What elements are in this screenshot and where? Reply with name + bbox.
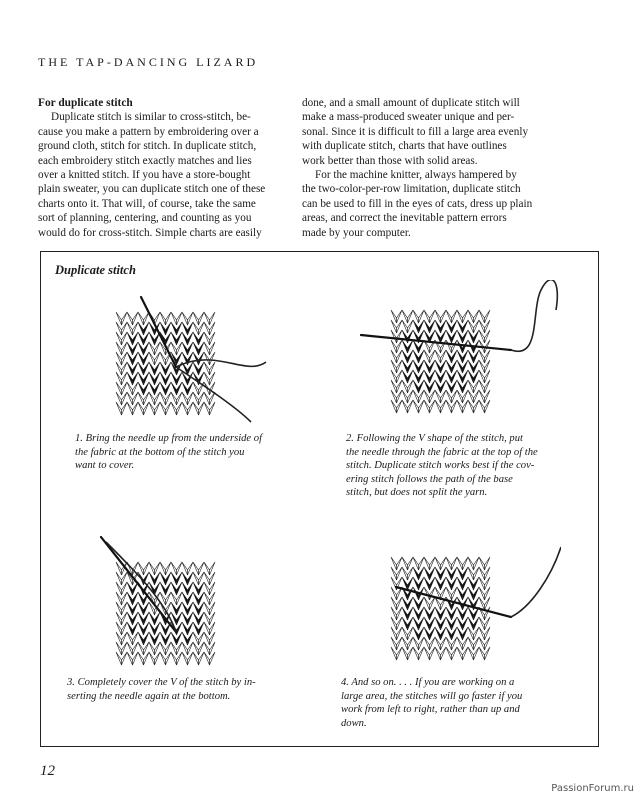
stitch-right-leg (122, 652, 128, 665)
yarn-strand (511, 547, 561, 617)
yarn-strand (511, 280, 557, 351)
stitch-left-leg (479, 647, 485, 660)
stitch-left-leg (391, 647, 397, 660)
stitch-left-leg (457, 647, 463, 660)
caption-line: 4. And so on. . . . If you are working on a (341, 677, 515, 688)
stitch-right-leg (397, 400, 403, 413)
stitch-left-leg (182, 402, 188, 415)
left-column (38, 96, 293, 240)
stitch-right-leg (430, 647, 436, 660)
body-line: made by your computer. (302, 226, 411, 239)
stitch-right-leg (452, 647, 458, 660)
stitch-right-leg (133, 402, 139, 415)
stitch-left-leg (468, 647, 474, 660)
step-2-caption (346, 432, 538, 500)
body-line: each embroidery stitch exactly matches and lies (38, 154, 252, 167)
stitch-right-leg (122, 402, 128, 415)
watermark: PassionForum.ru (551, 783, 634, 794)
stitch-left-leg (127, 402, 133, 415)
stitch-left-leg (413, 400, 419, 413)
step-1-illustration (71, 292, 291, 427)
step-1-caption (75, 432, 262, 473)
body-line: sort of planning, centering, and counting as you (38, 212, 252, 225)
stitch-right-leg (408, 400, 414, 413)
stitch-left-leg (160, 652, 166, 665)
step-4-illustration (341, 537, 561, 672)
stitch-right-leg (144, 402, 150, 415)
stitch-right-leg (166, 402, 172, 415)
stitch-left-leg (160, 402, 166, 415)
body-line: charts onto it. That will, of course, take the same (38, 197, 256, 210)
body-line: with duplicate stitch, charts that have outlines (302, 140, 507, 153)
step-2-illustration (341, 280, 561, 427)
knit-swatch (391, 310, 490, 413)
body-line: For the machine knitter, always hampered by (315, 169, 517, 182)
body-line: done, and a small amount of duplicate stitch will (302, 97, 520, 109)
stitch-left-leg (138, 652, 144, 665)
stitch-left-leg (435, 400, 441, 413)
caption-line: 2. Following the V shape of the stitch, put (346, 433, 523, 444)
body-line: Duplicate stitch is similar to cross-stitch, be- (51, 111, 251, 124)
caption-line: ering stitch follows the path of the base (346, 473, 513, 485)
stitch-left-leg (149, 652, 155, 665)
figure-box (40, 251, 599, 747)
stitch-left-leg (204, 402, 210, 415)
knit-swatch (116, 312, 215, 415)
stitch-right-leg (210, 402, 216, 415)
stitch-right-leg (463, 400, 469, 413)
stitch-left-leg (138, 402, 144, 415)
body-line: ground cloth, stitch for stitch. In duplicate stitch, (38, 140, 257, 153)
figure-title: Duplicate stitch (55, 263, 136, 277)
stitch-right-leg (474, 400, 480, 413)
caption-line: stitch, but does not split the yarn. (346, 487, 488, 499)
stitch-right-leg (452, 400, 458, 413)
body-line: sonal. Since it is difficult to fill a large area evenly (302, 125, 529, 138)
stitch-right-leg (199, 652, 205, 665)
caption-line: 1. Bring the needle up from the underside of (75, 433, 263, 444)
running-head: THE TAP-DANCING LIZARD (38, 55, 259, 69)
step-4-caption (341, 676, 522, 730)
stitch-right-leg (144, 652, 150, 665)
stitch-left-leg (446, 400, 452, 413)
body-line: over a knitted stitch. If you have a store-bought (38, 169, 251, 182)
stitch-right-leg (199, 402, 205, 415)
stitch-right-leg (408, 647, 414, 660)
stitch-left-leg (479, 400, 485, 413)
caption-line: stitch. Duplicate stitch works best if the cov- (346, 460, 535, 472)
page-number: 12 (40, 763, 55, 779)
caption-line: down. (341, 717, 367, 729)
stitch-right-leg (485, 400, 491, 413)
caption-line: serting the needle again at the bottom. (67, 690, 231, 702)
caption-line: the needle through the fabric at the top of the (346, 446, 538, 458)
stitch-left-leg (413, 647, 419, 660)
stitch-right-leg (441, 400, 447, 413)
stitch-left-leg (116, 652, 122, 665)
stitch-left-leg (182, 652, 188, 665)
stitch-left-leg (402, 400, 408, 413)
caption-line: large area, the stitches will go faster if you (341, 690, 523, 702)
stitch-right-leg (419, 647, 425, 660)
stitch-right-leg (485, 647, 491, 660)
caption-line: the fabric at the bottom of the stitch you (75, 446, 245, 458)
stitch-left-leg (468, 400, 474, 413)
stitch-right-leg (463, 647, 469, 660)
stitch-right-leg (430, 400, 436, 413)
stitch-right-leg (441, 647, 447, 660)
stitch-left-leg (457, 400, 463, 413)
stitch-left-leg (435, 647, 441, 660)
stitch-right-leg (188, 652, 194, 665)
right-column (302, 96, 592, 240)
needle-icon (101, 537, 176, 632)
stitch-right-leg (474, 647, 480, 660)
stitch-left-leg (171, 652, 177, 665)
stitch-left-leg (424, 400, 430, 413)
step-3-caption (67, 676, 256, 703)
stitch-right-leg (177, 652, 183, 665)
stitch-right-leg (210, 652, 216, 665)
stitch-right-leg (155, 402, 161, 415)
stitch-left-leg (204, 652, 210, 665)
stitch-left-leg (127, 652, 133, 665)
caption-line: want to cover. (75, 460, 135, 472)
body-line: the two-color-per-row limitation, duplicate stitch (302, 183, 521, 196)
step-3-illustration (71, 522, 291, 672)
body-line: areas, and correct the inevitable pattern errors (302, 212, 507, 225)
body-line: can be used to fill in the eyes of cats, dress up plain (302, 197, 533, 210)
body-line: make a mass-produced sweater unique and per- (302, 111, 515, 124)
stitch-right-leg (166, 652, 172, 665)
caption-line: 3. Completely cover the V of the stitch by in- (67, 677, 256, 688)
stitch-right-leg (177, 402, 183, 415)
caption-line: work from left to right, rather than up and (341, 704, 520, 716)
knit-swatch (116, 562, 215, 665)
stitch-right-leg (397, 647, 403, 660)
stitch-left-leg (116, 402, 122, 415)
stitch-left-leg (193, 402, 199, 415)
body-line: cause you make a pattern by embroidering over a (38, 125, 259, 138)
stitch-left-leg (391, 400, 397, 413)
section-heading: For duplicate stitch (38, 97, 133, 109)
stitch-right-leg (188, 402, 194, 415)
body-line: plain sweater, you can duplicate stitch one of these (38, 183, 266, 196)
stitch-right-leg (419, 400, 425, 413)
stitch-left-leg (402, 647, 408, 660)
body-line: work better than those with solid areas. (302, 154, 478, 167)
stitch-left-leg (149, 402, 155, 415)
body-line: would do for cross-stitch. Simple charts are easily (38, 226, 262, 239)
stitch-left-leg (193, 652, 199, 665)
stitch-right-leg (133, 652, 139, 665)
stitch-left-leg (424, 647, 430, 660)
stitch-left-leg (446, 647, 452, 660)
stitch-left-leg (171, 402, 177, 415)
stitch-right-leg (155, 652, 161, 665)
